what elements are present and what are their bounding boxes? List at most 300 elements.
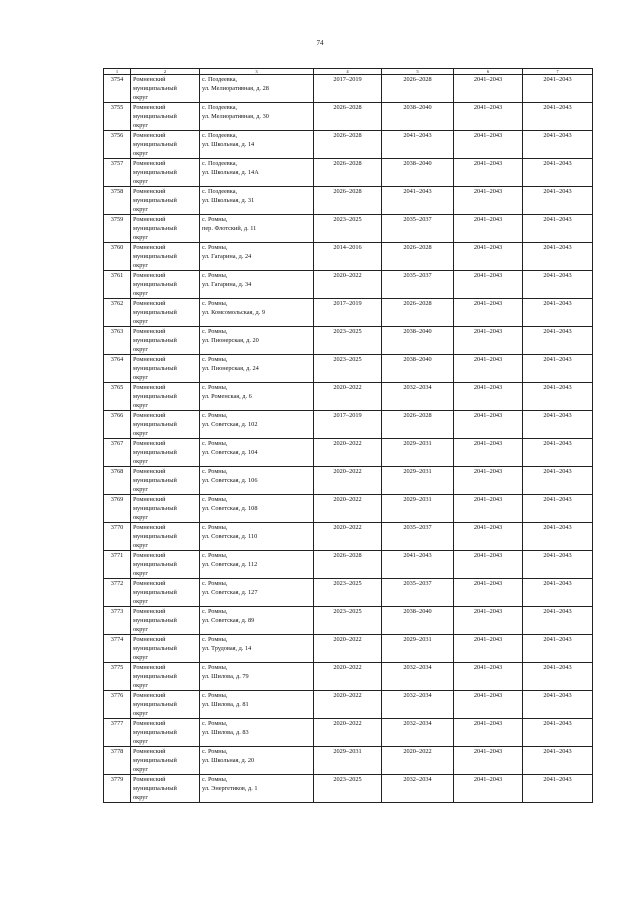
table-row xyxy=(104,579,593,607)
municipality-cell xyxy=(131,271,200,299)
municipality-type: муниципальный xyxy=(133,505,177,512)
municipality-type: муниципальный xyxy=(133,169,177,176)
address-cell xyxy=(200,467,314,495)
municipality-kind: округ xyxy=(133,654,149,661)
row-number: 3770 xyxy=(104,523,131,551)
address-locality: с. Ромны, xyxy=(202,776,228,783)
period-col4: 2020–2022 xyxy=(314,439,382,467)
period-col6: 2041–2043 xyxy=(454,187,523,215)
municipality-kind: округ xyxy=(133,206,149,213)
address-locality: с. Ромны, xyxy=(202,216,228,223)
period-col5: 2041–2043 xyxy=(382,187,454,215)
municipality-type: муниципальный xyxy=(133,197,177,204)
municipality-cell xyxy=(131,635,200,663)
table-row xyxy=(104,495,593,523)
address-street: ул. Мелиоративная, д. 28 xyxy=(202,85,269,92)
address-locality: с. Ромны, xyxy=(202,608,228,615)
period-col4: 2020–2022 xyxy=(314,495,382,523)
column-header: 5 xyxy=(382,69,454,75)
address-cell xyxy=(200,299,314,327)
address-street: ул. Шилова, д. 81 xyxy=(202,701,249,708)
municipality-cell xyxy=(131,215,200,243)
municipality-cell xyxy=(131,383,200,411)
period-col5: 2032–2034 xyxy=(382,663,454,691)
municipality-cell xyxy=(131,187,200,215)
period-col7: 2041–2043 xyxy=(523,551,593,579)
period-col6: 2041–2043 xyxy=(454,355,523,383)
address-cell xyxy=(200,215,314,243)
municipality-cell xyxy=(131,691,200,719)
address-street: ул. Роменская, д. 6 xyxy=(202,393,252,400)
table-row xyxy=(104,439,593,467)
municipality-name: Ромненский xyxy=(133,76,166,83)
column-header: 1 xyxy=(104,69,131,75)
address-street: ул. Советская, д. 110 xyxy=(202,533,258,540)
municipality-cell xyxy=(131,75,200,103)
municipality-type: муниципальный xyxy=(133,281,177,288)
address-street: ул. Гагарина, д. 24 xyxy=(202,253,252,260)
period-col4: 2026–2028 xyxy=(314,103,382,131)
address-street: ул. Комсомольская, д. 9 xyxy=(202,309,266,316)
municipality-type: муниципальный xyxy=(133,729,177,736)
period-col5: 2038–2040 xyxy=(382,103,454,131)
municipality-kind: округ xyxy=(133,458,149,465)
period-col5: 2032–2034 xyxy=(382,719,454,747)
municipality-kind: округ xyxy=(133,94,149,101)
address-street: ул. Пионерская, д. 24 xyxy=(202,365,259,372)
column-header: 3 xyxy=(200,69,314,75)
period-col6: 2041–2043 xyxy=(454,691,523,719)
municipality-kind: округ xyxy=(133,122,149,129)
period-col4: 2020–2022 xyxy=(314,467,382,495)
period-col7: 2041–2043 xyxy=(523,383,593,411)
address-cell xyxy=(200,747,314,775)
period-col4: 2023–2025 xyxy=(314,327,382,355)
municipality-name: Ромненский xyxy=(133,524,166,531)
address-locality: с. Ромны, xyxy=(202,580,228,587)
address-cell xyxy=(200,187,314,215)
period-col7: 2041–2043 xyxy=(523,775,593,803)
municipality-name: Ромненский xyxy=(133,720,166,727)
column-header: 6 xyxy=(454,69,523,75)
row-number: 3756 xyxy=(104,131,131,159)
period-col7: 2041–2043 xyxy=(523,271,593,299)
address-cell xyxy=(200,635,314,663)
municipality-kind: округ xyxy=(133,794,149,801)
table-row xyxy=(104,607,593,635)
address-locality: с. Поздеевка, xyxy=(202,188,238,195)
municipality-name: Ромненский xyxy=(133,356,166,363)
municipality-name: Ромненский xyxy=(133,188,166,195)
table-row xyxy=(104,411,593,439)
address-cell xyxy=(200,551,314,579)
row-number: 3772 xyxy=(104,579,131,607)
municipality-cell xyxy=(131,523,200,551)
period-col4: 2020–2022 xyxy=(314,691,382,719)
municipality-type: муниципальный xyxy=(133,533,177,540)
municipality-kind: округ xyxy=(133,514,149,521)
municipality-kind: округ xyxy=(133,178,149,185)
address-cell xyxy=(200,271,314,299)
address-cell xyxy=(200,159,314,187)
row-number: 3778 xyxy=(104,747,131,775)
period-col4: 2020–2022 xyxy=(314,719,382,747)
period-col7: 2041–2043 xyxy=(523,635,593,663)
period-col4: 2020–2022 xyxy=(314,383,382,411)
row-number: 3768 xyxy=(104,467,131,495)
municipality-name: Ромненский xyxy=(133,412,166,419)
row-number: 3775 xyxy=(104,663,131,691)
address-cell xyxy=(200,691,314,719)
period-col4: 2020–2022 xyxy=(314,635,382,663)
table-row xyxy=(104,355,593,383)
period-col6: 2041–2043 xyxy=(454,75,523,103)
period-col5: 2041–2043 xyxy=(382,551,454,579)
municipality-type: муниципальный xyxy=(133,141,177,148)
municipality-type: муниципальный xyxy=(133,225,177,232)
address-locality: с. Ромны, xyxy=(202,496,228,503)
period-col7: 2041–2043 xyxy=(523,327,593,355)
municipality-name: Ромненский xyxy=(133,104,166,111)
address-locality: с. Ромны, xyxy=(202,328,228,335)
period-col4: 2023–2025 xyxy=(314,579,382,607)
row-number: 3779 xyxy=(104,775,131,803)
address-locality: с. Ромны, xyxy=(202,468,228,475)
period-col5: 2038–2040 xyxy=(382,159,454,187)
address-street: ул. Советская, д. 89 xyxy=(202,617,255,624)
period-col7: 2041–2043 xyxy=(523,747,593,775)
municipality-kind: округ xyxy=(133,374,149,381)
period-col7: 2041–2043 xyxy=(523,159,593,187)
period-col6: 2041–2043 xyxy=(454,411,523,439)
address-locality: с. Ромны, xyxy=(202,692,228,699)
address-street: ул. Энергетиков, д. 1 xyxy=(202,785,258,792)
municipality-name: Ромненский xyxy=(133,776,166,783)
municipality-name: Ромненский xyxy=(133,328,166,335)
table-row xyxy=(104,187,593,215)
period-col4: 2023–2025 xyxy=(314,355,382,383)
period-col4: 2023–2025 xyxy=(314,607,382,635)
period-col7: 2041–2043 xyxy=(523,495,593,523)
period-col7: 2041–2043 xyxy=(523,131,593,159)
table-row xyxy=(104,663,593,691)
municipality-name: Ромненский xyxy=(133,748,166,755)
address-street: ул. Советская, д. 106 xyxy=(202,477,258,484)
address-street: ул. Советская, д. 104 xyxy=(202,449,258,456)
municipality-cell xyxy=(131,327,200,355)
address-cell xyxy=(200,719,314,747)
municipality-name: Ромненский xyxy=(133,440,166,447)
municipality-cell xyxy=(131,103,200,131)
municipality-name: Ромненский xyxy=(133,552,166,559)
period-col4: 2029–2031 xyxy=(314,747,382,775)
municipality-cell xyxy=(131,607,200,635)
municipality-cell xyxy=(131,439,200,467)
address-locality: с. Ромны, xyxy=(202,524,228,531)
municipality-cell xyxy=(131,243,200,271)
period-col5: 2032–2034 xyxy=(382,383,454,411)
municipality-kind: округ xyxy=(133,486,149,493)
address-locality: с. Ромны, xyxy=(202,552,228,559)
address-locality: с. Ромны, xyxy=(202,356,228,363)
address-locality: с. Ромны, xyxy=(202,440,228,447)
period-col4: 2026–2028 xyxy=(314,551,382,579)
table-row xyxy=(104,299,593,327)
address-cell xyxy=(200,663,314,691)
period-col5: 2032–2034 xyxy=(382,775,454,803)
address-cell xyxy=(200,355,314,383)
table-row xyxy=(104,523,593,551)
address-cell xyxy=(200,411,314,439)
municipality-kind: округ xyxy=(133,262,149,269)
period-col6: 2041–2043 xyxy=(454,775,523,803)
address-street: ул. Советская, д. 102 xyxy=(202,421,258,428)
municipality-cell xyxy=(131,159,200,187)
period-col4: 2026–2028 xyxy=(314,159,382,187)
municipality-type: муниципальный xyxy=(133,645,177,652)
period-col7: 2041–2043 xyxy=(523,607,593,635)
column-header: 2 xyxy=(131,69,200,75)
municipality-cell xyxy=(131,551,200,579)
municipality-kind: округ xyxy=(133,682,149,689)
row-number: 3755 xyxy=(104,103,131,131)
column-header: 7 xyxy=(523,69,593,75)
table-row xyxy=(104,327,593,355)
municipality-type: муниципальный xyxy=(133,561,177,568)
period-col4: 2026–2028 xyxy=(314,131,382,159)
address-cell xyxy=(200,75,314,103)
municipality-cell xyxy=(131,579,200,607)
address-cell xyxy=(200,523,314,551)
address-locality: с. Ромны, xyxy=(202,412,228,419)
address-street: ул. Школьная, д. 14А xyxy=(202,169,259,176)
municipality-type: муниципальный xyxy=(133,701,177,708)
period-col7: 2041–2043 xyxy=(523,299,593,327)
municipality-type: муниципальный xyxy=(133,449,177,456)
address-locality: с. Поздеевка, xyxy=(202,132,238,139)
address-street: ул. Школьная, д. 20 xyxy=(202,757,255,764)
period-col6: 2041–2043 xyxy=(454,663,523,691)
municipality-type: муниципальный xyxy=(133,365,177,372)
address-cell xyxy=(200,579,314,607)
address-street: ул. Шилова, д. 83 xyxy=(202,729,249,736)
municipality-name: Ромненский xyxy=(133,160,166,167)
municipality-name: Ромненский xyxy=(133,300,166,307)
address-locality: с. Поздеевка, xyxy=(202,76,238,83)
table-row xyxy=(104,635,593,663)
address-cell xyxy=(200,327,314,355)
period-col4: 2017–2019 xyxy=(314,299,382,327)
period-col6: 2041–2043 xyxy=(454,243,523,271)
municipality-name: Ромненский xyxy=(133,636,166,643)
municipality-cell xyxy=(131,747,200,775)
row-number: 3761 xyxy=(104,271,131,299)
municipality-kind: округ xyxy=(133,598,149,605)
municipality-type: муниципальный xyxy=(133,477,177,484)
municipality-kind: округ xyxy=(133,402,149,409)
period-col7: 2041–2043 xyxy=(523,467,593,495)
address-street: ул. Советская, д. 112 xyxy=(202,561,258,568)
row-number: 3763 xyxy=(104,327,131,355)
address-cell xyxy=(200,775,314,803)
address-locality: с. Ромны, xyxy=(202,720,228,727)
table-row xyxy=(104,215,593,243)
table-row xyxy=(104,747,593,775)
municipality-name: Ромненский xyxy=(133,244,166,251)
address-locality: с. Ромны, xyxy=(202,748,228,755)
table-row xyxy=(104,775,593,803)
period-col5: 2032–2034 xyxy=(382,691,454,719)
municipality-cell xyxy=(131,495,200,523)
address-street: ул. Школьная, д. 31 xyxy=(202,197,255,204)
municipality-type: муниципальный xyxy=(133,785,177,792)
period-col4: 2023–2025 xyxy=(314,215,382,243)
period-col6: 2041–2043 xyxy=(454,719,523,747)
period-col6: 2041–2043 xyxy=(454,271,523,299)
row-number: 3754 xyxy=(104,75,131,103)
row-number: 3764 xyxy=(104,355,131,383)
municipality-kind: округ xyxy=(133,766,149,773)
period-col5: 2026–2028 xyxy=(382,411,454,439)
municipality-name: Ромненский xyxy=(133,692,166,699)
municipality-name: Ромненский xyxy=(133,496,166,503)
period-col7: 2041–2043 xyxy=(523,523,593,551)
period-col6: 2041–2043 xyxy=(454,327,523,355)
municipality-kind: округ xyxy=(133,234,149,241)
municipality-name: Ромненский xyxy=(133,580,166,587)
period-col5: 2038–2040 xyxy=(382,327,454,355)
column-header: 4 xyxy=(314,69,382,75)
period-col6: 2041–2043 xyxy=(454,579,523,607)
period-col5: 2041–2043 xyxy=(382,131,454,159)
municipality-type: муниципальный xyxy=(133,309,177,316)
municipality-kind: округ xyxy=(133,430,149,437)
municipality-cell xyxy=(131,411,200,439)
row-number: 3771 xyxy=(104,551,131,579)
municipality-kind: округ xyxy=(133,542,149,549)
municipality-name: Ромненский xyxy=(133,272,166,279)
row-number: 3762 xyxy=(104,299,131,327)
period-col6: 2041–2043 xyxy=(454,551,523,579)
municipality-name: Ромненский xyxy=(133,384,166,391)
period-col4: 2020–2022 xyxy=(314,271,382,299)
period-col5: 2029–2031 xyxy=(382,439,454,467)
table-row xyxy=(104,103,593,131)
row-number: 3759 xyxy=(104,215,131,243)
table-row xyxy=(104,551,593,579)
row-number: 3774 xyxy=(104,635,131,663)
address-locality: с. Ромны, xyxy=(202,300,228,307)
address-cell xyxy=(200,243,314,271)
period-col6: 2041–2043 xyxy=(454,383,523,411)
municipality-type: муниципальный xyxy=(133,421,177,428)
municipality-type: муниципальный xyxy=(133,757,177,764)
period-col4: 2020–2022 xyxy=(314,663,382,691)
municipality-kind: округ xyxy=(133,346,149,353)
municipality-type: муниципальный xyxy=(133,113,177,120)
address-locality: с. Ромны, xyxy=(202,636,228,643)
period-col4: 2014–2016 xyxy=(314,243,382,271)
address-street: ул. Гагарина, д. 34 xyxy=(202,281,252,288)
address-street: ул. Школьная, д. 14 xyxy=(202,141,255,148)
address-cell xyxy=(200,131,314,159)
period-col5: 2038–2040 xyxy=(382,607,454,635)
row-number: 3758 xyxy=(104,187,131,215)
municipality-kind: округ xyxy=(133,570,149,577)
table-row xyxy=(104,159,593,187)
period-col4: 2023–2025 xyxy=(314,775,382,803)
period-col7: 2041–2043 xyxy=(523,355,593,383)
period-col5: 2035–2037 xyxy=(382,215,454,243)
period-col7: 2041–2043 xyxy=(523,719,593,747)
municipality-name: Ромненский xyxy=(133,468,166,475)
period-col6: 2041–2043 xyxy=(454,635,523,663)
address-locality: с. Поздеевка, xyxy=(202,160,238,167)
municipality-kind: округ xyxy=(133,150,149,157)
row-number: 3757 xyxy=(104,159,131,187)
municipality-name: Ромненский xyxy=(133,664,166,671)
period-col7: 2041–2043 xyxy=(523,187,593,215)
row-number: 3767 xyxy=(104,439,131,467)
municipality-kind: округ xyxy=(133,290,149,297)
municipality-type: муниципальный xyxy=(133,617,177,624)
period-col4: 2020–2022 xyxy=(314,523,382,551)
table-row xyxy=(104,131,593,159)
table-row xyxy=(104,75,593,103)
period-col7: 2041–2043 xyxy=(523,691,593,719)
municipality-cell xyxy=(131,355,200,383)
period-col4: 2017–2019 xyxy=(314,411,382,439)
address-cell xyxy=(200,495,314,523)
municipality-type: муниципальный xyxy=(133,589,177,596)
period-col5: 2020–2022 xyxy=(382,747,454,775)
period-col6: 2041–2043 xyxy=(454,747,523,775)
period-col7: 2041–2043 xyxy=(523,75,593,103)
period-col5: 2026–2028 xyxy=(382,243,454,271)
period-col5: 2029–2031 xyxy=(382,635,454,663)
address-street: ул. Трудовая, д. 14 xyxy=(202,645,252,652)
row-number: 3760 xyxy=(104,243,131,271)
address-locality: с. Ромны, xyxy=(202,272,228,279)
municipality-cell xyxy=(131,663,200,691)
table-row xyxy=(104,383,593,411)
period-col5: 2035–2037 xyxy=(382,271,454,299)
period-col5: 2035–2037 xyxy=(382,579,454,607)
address-street: ул. Советская, д. 108 xyxy=(202,505,258,512)
period-col5: 2026–2028 xyxy=(382,299,454,327)
address-locality: с. Ромны, xyxy=(202,244,228,251)
municipality-name: Ромненский xyxy=(133,608,166,615)
period-col4: 2017–2019 xyxy=(314,75,382,103)
row-number: 3765 xyxy=(104,383,131,411)
period-col6: 2041–2043 xyxy=(454,159,523,187)
period-col6: 2041–2043 xyxy=(454,215,523,243)
period-col7: 2041–2043 xyxy=(523,215,593,243)
table-row xyxy=(104,243,593,271)
period-col7: 2041–2043 xyxy=(523,411,593,439)
period-col4: 2026–2028 xyxy=(314,187,382,215)
municipality-type: муниципальный xyxy=(133,393,177,400)
period-col6: 2041–2043 xyxy=(454,131,523,159)
period-col5: 2029–2031 xyxy=(382,467,454,495)
municipality-name: Ромненский xyxy=(133,132,166,139)
period-col7: 2041–2043 xyxy=(523,243,593,271)
address-cell xyxy=(200,383,314,411)
period-col6: 2041–2043 xyxy=(454,467,523,495)
row-number: 3766 xyxy=(104,411,131,439)
municipality-kind: округ xyxy=(133,318,149,325)
address-street: ул. Шилова, д. 79 xyxy=(202,673,249,680)
